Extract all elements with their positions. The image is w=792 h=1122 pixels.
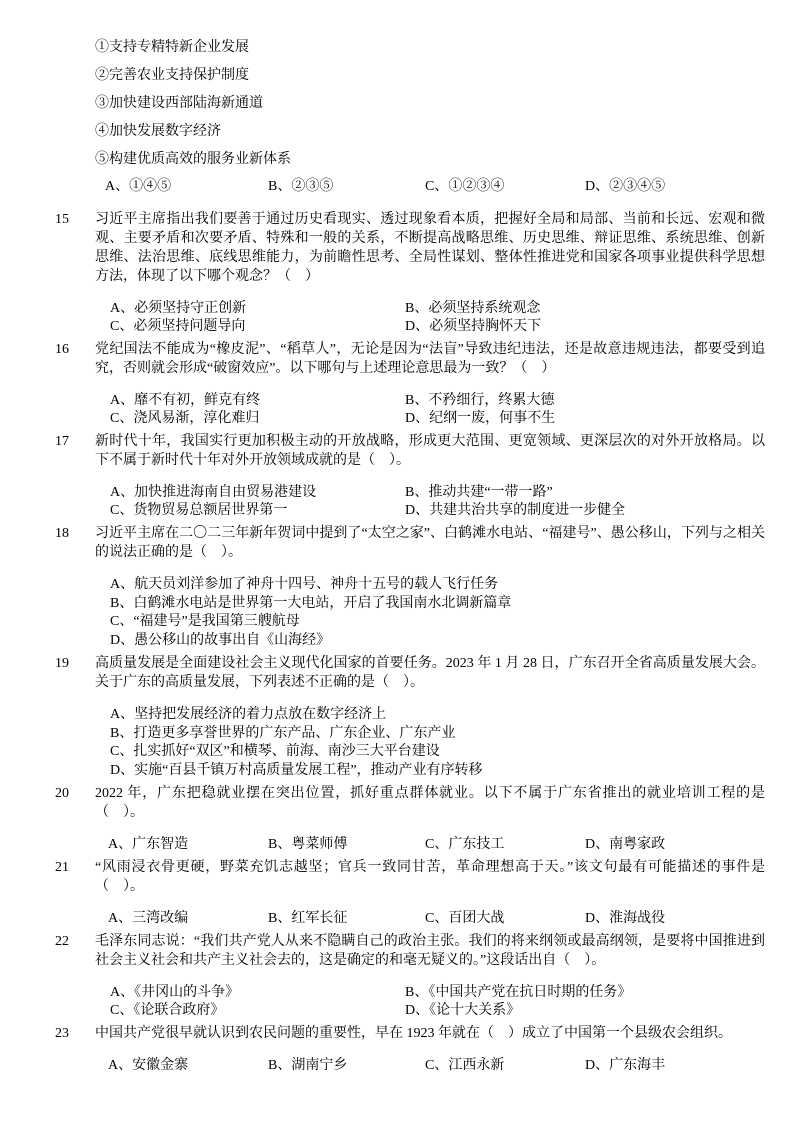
option-a: A、安徽金寨 — [108, 1058, 189, 1073]
question-20 — [55, 784, 765, 858]
question-text: 习近平主席在二〇二三年新年贺词中提到了“太空之家”、白鹤滩水电站、“福建号”、愚公移山，下列与之相关的说法正确的是（ ）。 — [95, 526, 765, 560]
intro-statement: ②完善农业支持保护制度 — [95, 68, 249, 83]
option-c: C、必须坚持问题导向 — [110, 319, 246, 334]
option-b: B、《中国共产党在抗日时期的任务》 — [405, 985, 632, 1000]
intro-statement: ③加快建设西部陆海新通道 — [95, 96, 263, 111]
question-text: 党纪国法不能成为“橡皮泥”、“稻草人”，无论是因为“法盲”导致违纪违法，还是故意违规违法，都要受到追究，否则就会形成“破窗效应”。以下哪句与上述理论意思最为一致？（ ） — [95, 342, 765, 376]
question-options — [95, 910, 765, 928]
option-a: A、靡不有初，鲜克有终 — [110, 393, 261, 408]
question-number: 18 — [55, 526, 69, 541]
option-c: C、扎实抓好“双区”和横琴、前海、南沙三大平台建设 — [110, 744, 440, 759]
question-23 — [55, 1024, 765, 1079]
question-21 — [55, 858, 765, 932]
option-a: A、坚持把发展经济的着力点放在数字经济上 — [110, 707, 387, 722]
question-number: 23 — [55, 1026, 69, 1041]
option-b: B、粤菜师傅 — [268, 837, 348, 852]
option-c: C、①②③④ — [425, 179, 505, 194]
question-text: 2022 年，广东把稳就业摆在突出位置，抓好重点群体就业。以下不属于广东省推出的就业培训工程的是（ ）。 — [95, 786, 765, 820]
option-d: D、淮海战役 — [585, 911, 666, 926]
option-a: A、《井冈山的斗争》 — [110, 985, 240, 1000]
question-18 — [55, 524, 765, 654]
option-a: A、必须坚持守正创新 — [110, 301, 247, 316]
question-options — [95, 300, 765, 336]
question-number: 15 — [55, 212, 69, 227]
question-22 — [55, 932, 765, 1024]
question-text: 新时代十年，我国实行更加积极主动的开放战略，形成更大范围、更宽领域、更深层次的对外开放格局。以下不属于新时代十年对外开放领域成就的是（ ）。 — [95, 434, 765, 468]
option-d: D、共建共治共享的制度进一步健全 — [405, 503, 626, 518]
option-c: C、浇风易渐，淳化难归 — [110, 411, 260, 426]
intro-statement-list — [55, 38, 765, 169]
question-options — [95, 484, 765, 520]
option-c: C、货物贸易总额居世界第一 — [110, 503, 288, 518]
option-d: D、《论十大关系》 — [405, 1003, 521, 1018]
option-c: C、江西永新 — [425, 1058, 505, 1073]
option-b: B、②③⑤ — [268, 179, 334, 194]
question-text: “风雨浸衣骨更硬，野菜充饥志越坚；官兵一致同甘苦，革命理想高于天。”该文句最有可能描述的事件是（ ）。 — [95, 860, 765, 894]
question-options — [95, 984, 765, 1020]
option-d: D、实施“百县千镇万村高质量发展工程”，推动产业有序转移 — [110, 762, 483, 778]
option-b: B、打造更多享誉世界的广东产品、广东企业、广东产业 — [110, 725, 456, 741]
intro-statement: ①支持专精特新企业发展 — [95, 40, 249, 55]
option-c: C、“福建号”是我国第三艘航母 — [110, 614, 300, 629]
question-text: 毛泽东同志说：“我们共产党人从来不隐瞒自己的政治主张。我们的将来纲领或最高纲领，是要将中国推进到社会主义社会和共产主义社会去的，这是确定的和毫无疑义的。”这段话出自（ ）。 — [95, 934, 765, 968]
option-b: B、湖南宁乡 — [268, 1058, 348, 1073]
option-a: A、航天员刘洋参加了神舟十四号、神舟十五号的载人飞行任务 — [110, 577, 499, 592]
option-c: C、《论联合政府》 — [110, 1003, 225, 1018]
option-d: D、必须坚持胸怀天下 — [405, 319, 542, 334]
question-text: 中国共产党很早就认识到农民问题的重要性，早在 1923 年就在（ ）成立了中国第一个县级农会组织。 — [95, 1026, 732, 1041]
option-d: D、纪纲一废，何事不生 — [405, 411, 556, 426]
question-number: 19 — [55, 656, 69, 671]
question-number: 22 — [55, 934, 69, 949]
intro-statement: ⑤构建优质高效的服务业新体系 — [95, 152, 291, 167]
option-a: A、①④⑤ — [105, 179, 172, 194]
option-c: C、广东技工 — [425, 837, 505, 852]
intro-statement: ④加快发展数字经济 — [95, 124, 221, 139]
option-a: A、三湾改编 — [108, 911, 189, 926]
option-b: B、红军长征 — [268, 911, 348, 926]
option-b: B、不矜细行，终累大德 — [405, 393, 555, 408]
option-d: D、②③④⑤ — [585, 179, 666, 194]
option-d: D、愚公移山的故事出自《山海经》 — [110, 632, 331, 648]
intro-options-row — [95, 178, 765, 196]
option-a: A、广东智造 — [108, 837, 189, 852]
question-number: 21 — [55, 860, 69, 875]
option-d: D、南粤家政 — [585, 837, 666, 852]
question-options — [95, 576, 765, 650]
option-d: D、广东海丰 — [585, 1058, 666, 1073]
option-b: B、推动共建“一带一路” — [405, 485, 553, 500]
question-number: 20 — [55, 786, 69, 801]
question-15 — [55, 210, 765, 340]
option-a: A、加快推进海南自由贸易港建设 — [110, 485, 317, 500]
question-options — [95, 836, 765, 854]
option-b: B、白鹤滩水电站是世界第一大电站，开启了我国南水北调新篇章 — [110, 595, 512, 611]
question-text: 高质量发展是全面建设社会主义现代化国家的首要任务。2023 年 1 月 28 日，广东召开全省高质量发展大会。关于广东的高质量发展，下列表述不正确的是（ ）。 — [95, 656, 765, 690]
question-number: 16 — [55, 342, 69, 357]
question-number: 17 — [55, 434, 69, 449]
option-b: B、必须坚持系统观念 — [405, 301, 541, 316]
question-options — [95, 706, 765, 780]
question-options — [95, 1057, 765, 1075]
question-text: 习近平主席指出我们要善于通过历史看现实、透过现象看本质，把握好全局和局部、当前和长远、宏观和微观、主要矛盾和次要矛盾、特殊和一般的关系，不断提高战略思维、历史思维、辩证思维、系统思维、创新思维、法治思维、底线思维能力，为前瞻性思考、全局性谋划、整体性推进党和国家各项事业提供科学思想方法，体现了以下哪个观念？（ ） — [95, 212, 765, 284]
option-c: C、百团大战 — [425, 911, 505, 926]
question-16 — [55, 340, 765, 432]
question-17 — [55, 432, 765, 524]
question-options — [95, 392, 765, 428]
question-19 — [55, 654, 765, 784]
